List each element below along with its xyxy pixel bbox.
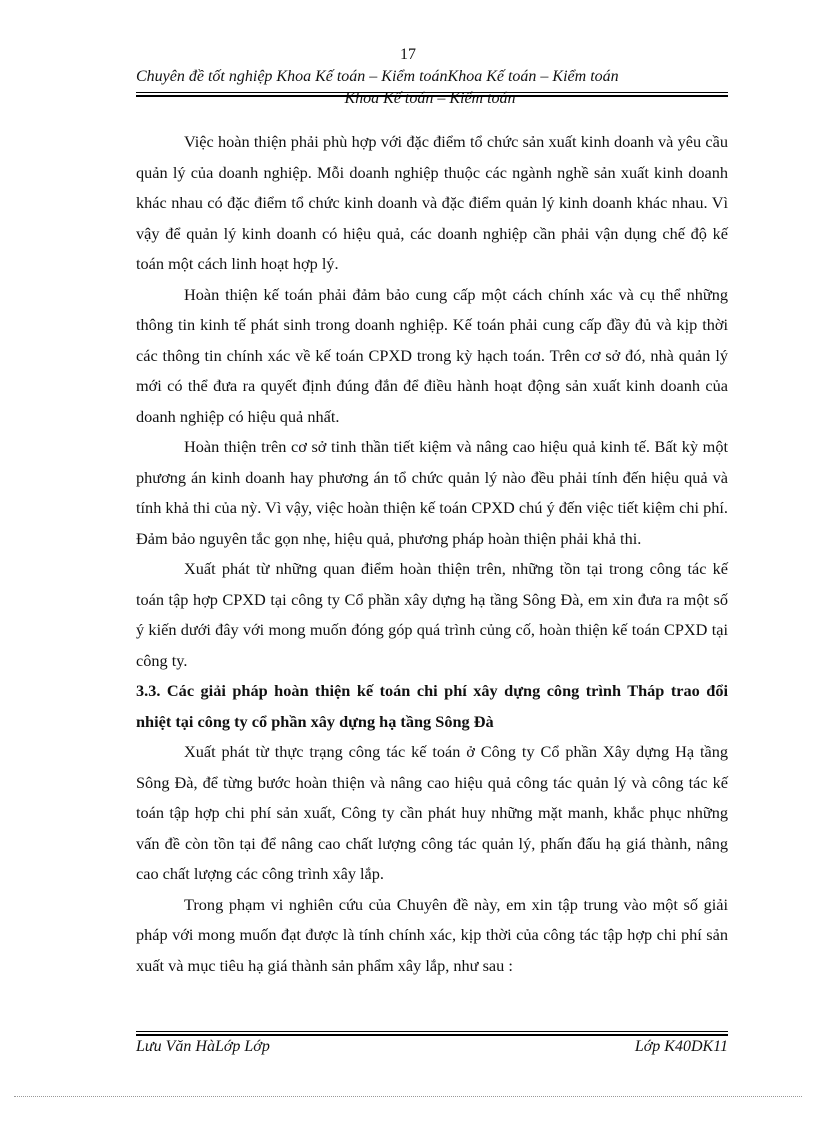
page-number: 17 [400, 46, 416, 63]
footer-author: Lưu Văn HàLớp Lớp [136, 1038, 270, 1055]
paragraph: Hoàn thiện trên cơ sở tinh thần tiết kiệm và nâng cao hiệu quả kinh tế. Bất kỳ một phương án kinh doanh hay phương án tổ chức quản lý nào đều phải tính đến hiệu quả và tính khả thi của nỳ. Vì vậy, việc hoàn thiện kế toán CPXD chú ý đến việc tiết kiệm chi phí. Đảm bảo nguyên tắc gọn nhẹ, hiệu quả, phương pháp hoàn thiện phải khả thi. [136, 437, 728, 548]
page-bottom-border [14, 1096, 802, 1097]
paragraph: Hoàn thiện kế toán phải đảm bảo cung cấp một cách chính xác và cụ thể những thông tin kinh tế phát sinh trong doanh nghiệp. Kế toán phải cung cấp đầy đủ và kịp thời các thông tin chính xác về kế toán CPXD trong kỳ hạch toán. Trên cơ sở đó, nhà quản lý mới có thể đưa ra quyết định đúng đắn để điều hành hoạt động sản xuất kinh doanh của doanh nghiệp có hiệu quả nhất. [136, 284, 728, 426]
document-body [136, 127, 728, 981]
footer-rule-thin [136, 1031, 728, 1032]
paragraph: Xuất phát từ thực trạng công tác kế toán ở Công ty Cổ phần Xây dựng Hạ tầng Sông Đà, để từng bước hoàn thiện và nâng cao hiệu quả công tác quản lý và công tác kế toán tập hợp chi phí sản xuất, Công ty cần phát huy những mặt manh, khắc phục những vấn đề còn tồn tại để nâng cao chất lượng công tác quản lý, phấn đấu hạ giá thành, nâng cao chất lượng các công trình xây lắp. [136, 742, 728, 883]
header-line-1: Chuyên đề tốt nghiệp Khoa Kế toán – Kiểm toánKhoa Kế toán – Kiểm toán [136, 68, 619, 85]
paragraph: Trong phạm vi nghiên cứu của Chuyên đề này, em xin tập trung vào một số giải pháp với mong muốn đạt được là tính chính xác, kịp thời của công tác tập hợp chi phí sản xuất và mục tiêu hạ giá thành sản phẩm xây lắp, như sau : [136, 894, 728, 975]
footer-rule-thick [136, 1034, 728, 1036]
header-rule-thick [136, 95, 728, 97]
section-heading: 3.3. Các giải pháp hoàn thiện kế toán chi phí xây dựng công trình Tháp trao đổi nhiệt tại công ty cổ phần xây dựng hạ tầng Sông Đà [136, 681, 728, 731]
paragraph: Xuất phát từ những quan điểm hoàn thiện trên, những tồn tại trong công tác kế toán tập hợp CPXD tại công ty Cổ phần xây dựng hạ tầng Sông Đà, em xin đưa ra một số ý kiến dưới đây với mong muốn đóng góp quá trình củng cố, hoàn thiện kế toán CPXD tại công ty. [136, 559, 728, 670]
paragraph: Việc hoàn thiện phải phù hợp với đặc điểm tổ chức sản xuất kinh doanh và yêu cầu quản lý của doanh nghiệp. Mỗi doanh nghiệp thuộc các ngành nghề sản xuất kinh doanh khác nhau có đặc điểm tổ chức kinh doanh và đặc điểm quản lý kinh doanh khác nhau. Vì vậy để quản lý kinh doanh có hiệu quả, các doanh nghiệp cần phải vận dụng chế độ kế toán một cách linh hoạt hợp lý. [136, 132, 728, 273]
header-rule-thin [136, 92, 728, 93]
footer-class: Lớp K40DK11 [634, 1038, 728, 1055]
header-line-2: Khoa Kế toán – Kiểm toán [344, 90, 516, 107]
